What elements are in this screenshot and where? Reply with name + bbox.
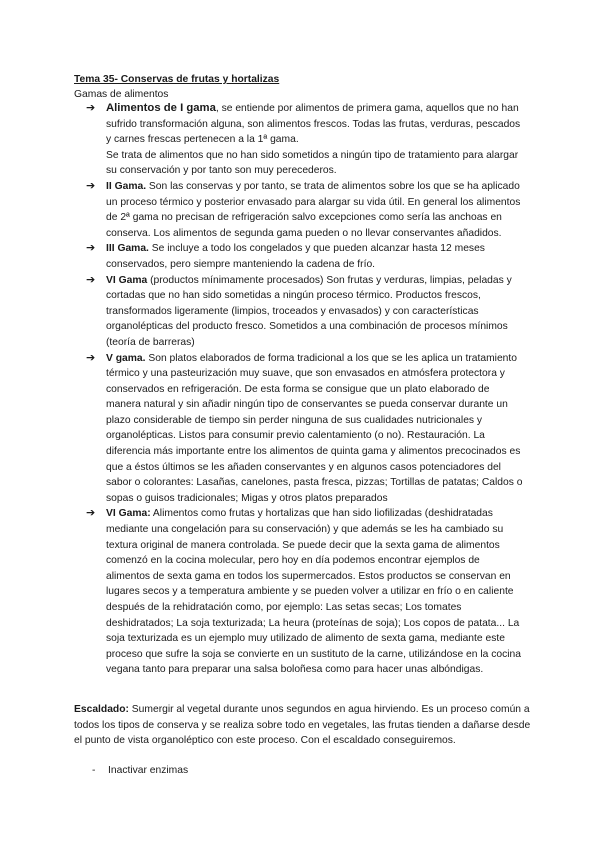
item-lead: II Gama. bbox=[106, 180, 147, 192]
arrow-bullet-icon: ➔ bbox=[86, 179, 96, 192]
list-item-gama-1 bbox=[86, 101, 526, 179]
item-lead: VI Gama: bbox=[106, 508, 151, 520]
item-lead: III Gama. bbox=[106, 243, 149, 255]
dash-bullet-icon: - bbox=[92, 765, 96, 776]
list-item-gama-3 bbox=[86, 241, 526, 272]
section-subtitle: Gamas de alimentos bbox=[74, 89, 169, 100]
escaldado-paragraph bbox=[74, 702, 534, 749]
item-text: Son las conservas y por tanto, se trata de alimentos sobre los que se ha aplicado un proceso térmico y posterior envasado para alargar su vida útil. En general los alimentos de 2ª gama no precisan de refrigeración salvo excepciones como sería las anchoas en conserva. Los alimentos de segunda gama pueden o no llevar conservantes añadidos. bbox=[106, 180, 521, 239]
item-lead: VI Gama bbox=[106, 274, 148, 286]
list-item-gama-6 bbox=[86, 506, 526, 678]
escaldado-text: Sumergir al vegetal durante unos segundos en agua hirviendo. Es un proceso común a todos los tipos de conserva y se realiza sobre todo en vegetales, las frutas tienden a dañarse desde el punto de vista organoléptico con este proceso. Con el escaldado conseguiremos. bbox=[74, 704, 531, 747]
item-text: , se entiende por alimentos de primera gama, aquellos que no han sufrido transformación alguna, son alimentos frescos. Todas las frutas, verduras, pescados y carnes frescas pertenecen a la 1ª gama. bbox=[106, 103, 521, 146]
arrow-bullet-icon: ➔ bbox=[86, 507, 96, 520]
item-text: Alimentos como frutas y hortalizas que han sido liofilizadas (deshidratadas mediante una congelación para su conservación) y que además se les ha cambiado su textura original de manera controlada. Se puede decir que la sexta gama de alimentos comenzó en la cocina molecular, pero hoy en día podemos encontrar ejemplos de alimentos de sexta gama en todos los supermercados. Estos productos se conservan en lugares secos y a temperatura ambiente y se pueden volver a utilizar en frío o en caliente después de la rehidratación como, por ejemplo: Las setas secas; Los tomates deshidratados; La soja texturizada; La heura (proteínas de soja); Los copos de patata... La soja texturizada es un ejemplo muy utilizado de alimento de sexta gama, mediante este proceso que sufre la soja se convierte en un sustituto de la carne, utilizándose en la cocina vegana tanto para preparar una salsa boloñesa como para hacer unas albóndigas. bbox=[106, 508, 521, 676]
item-lead: Alimentos de I gama bbox=[106, 102, 216, 114]
escaldado-bullets bbox=[92, 763, 188, 779]
gamas-list bbox=[86, 101, 526, 678]
item-lead: V gama. bbox=[106, 352, 146, 364]
list-item-gama-2 bbox=[86, 179, 526, 241]
item-text: Son platos elaborados de forma tradicional a los que se les aplica un tratamiento térmico y una pasteurización muy suave, que son envasados en atmósfera protectora y conservados en refrigeración. De esta forma se consigue que un plato elaborado de manera natural y sin añadir ningún tipo de conservantes se pueda conservar durante un plazo considerable de tiempo sin perder ninguna de sus cualidades nutricionales y organolépticas. Listos para consumir previo calentamiento (o no). Restauración. La diferencia más importante entre los alimentos de quinta gama y alimentos precocinados es que a éstos últimos se les añaden conservantes y en algunos casos potenciadores del sabor o colorantes: Lasañas, canelones, pasta fresca, pizzas; Tortillas de patatas; Caldos o sopas o guisos tradicionales; Migas y otros platos preparados bbox=[106, 352, 523, 504]
bullet-text: Inactivar enzimas bbox=[108, 765, 189, 776]
item-text: Se incluye a todo los congelados y que pueden alcanzar hasta 12 meses conservados, pero siempre manteniendo la cadena de frío. bbox=[106, 243, 485, 270]
list-item-gama-4 bbox=[86, 273, 526, 351]
list-item-gama-5 bbox=[86, 351, 526, 507]
arrow-bullet-icon: ➔ bbox=[86, 242, 96, 255]
page-title: Tema 35- Conservas de frutas y hortalizas bbox=[74, 74, 280, 85]
item-extra: Se trata de alimentos que no han sido sometidos a ningún tipo de tratamiento para alargar su conservación y por tanto son muy perecederos. bbox=[106, 149, 519, 177]
list-item bbox=[92, 763, 188, 779]
item-text: (productos mínimamente procesados) Son frutas y verduras, limpias, peladas y cortadas que no han sido sometidas a ningún proceso térmico. Productos frescos, transformados ligeramente (limpios, troceados y envasados) y con características organolépticas del producto fresco. Sometidos a una combinación de procesos mínimos (teoría de barreras) bbox=[106, 274, 512, 348]
arrow-bullet-icon: ➔ bbox=[86, 102, 96, 114]
arrow-bullet-icon: ➔ bbox=[86, 273, 96, 286]
escaldado-lead: Escaldado: bbox=[74, 704, 129, 715]
arrow-bullet-icon: ➔ bbox=[86, 351, 96, 364]
